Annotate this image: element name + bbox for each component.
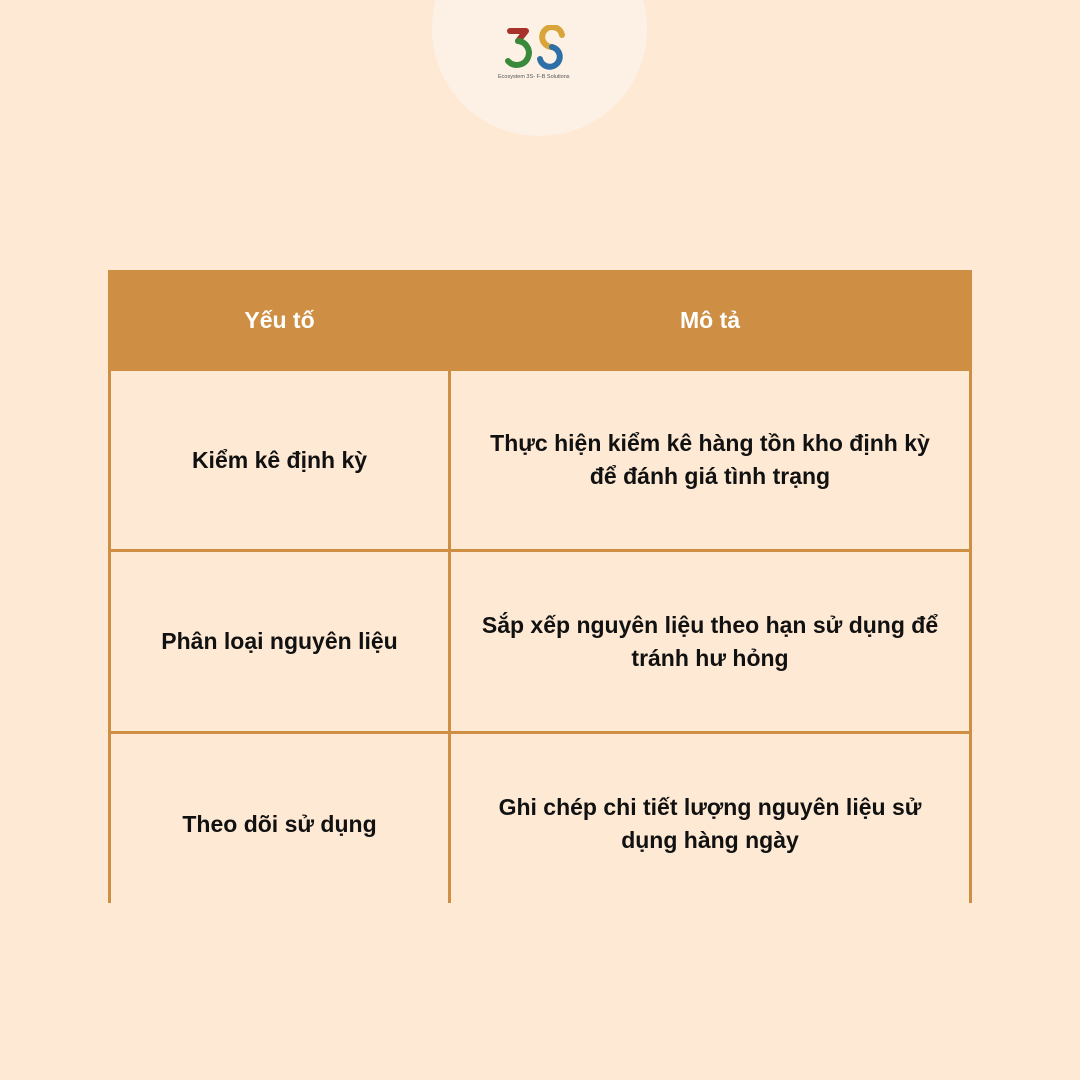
header-description: Mô tả xyxy=(451,273,969,368)
row-1-factor: Kiểm kê định kỳ xyxy=(111,371,448,549)
row-2-factor: Phân loại nguyên liệu xyxy=(111,552,448,731)
row-3-factor: Theo dõi sử dụng xyxy=(111,734,448,914)
header-factor: Yếu tố xyxy=(111,273,448,368)
svg-text:Ecosystem 3S- F-B Solutions: Ecosystem 3S- F-B Solutions xyxy=(498,74,570,80)
inventory-table xyxy=(108,270,972,903)
row-3-description: Ghi chép chi tiết lượng nguyên liệu sử dụng hàng ngày xyxy=(451,734,969,914)
row-1-description: Thực hiện kiểm kê hàng tồn kho định kỳ để đánh giá tình trạng xyxy=(451,371,969,549)
row-2-description: Sắp xếp nguyên liệu theo hạn sử dụng để tránh hư hỏng xyxy=(451,552,969,731)
logo-badge xyxy=(432,0,647,136)
brand-logo xyxy=(496,25,586,89)
